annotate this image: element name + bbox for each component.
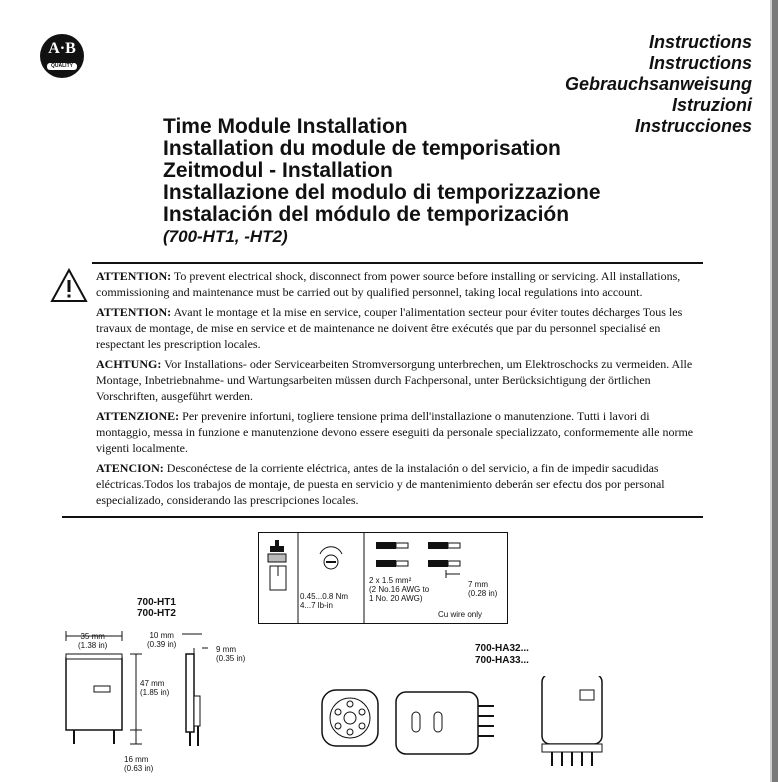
warning-icon xyxy=(50,268,88,304)
dim-height-mm: 47 mm xyxy=(140,679,165,688)
warning-label: ATTENTION: xyxy=(96,269,172,283)
language-es: Instrucciones xyxy=(634,116,752,136)
logo-quality-band: QUALITY xyxy=(47,63,77,70)
relay-label-ha32: 700-HA32... xyxy=(475,643,529,654)
language-fr: Instructions xyxy=(648,53,752,73)
torque-nm: 0.45...0.8 Nm xyxy=(300,592,349,601)
strip-mm: 7 mm xyxy=(468,580,488,589)
warning-label: ATENCION: xyxy=(96,461,164,475)
warning-text: Desconéctese de la corriente eléctrica, antes de la instalación o del servicio, a fin de impedir sacudidas eléctricas.Todos los trabajos de montaje, de puesta en servicio y de mantenimiento deberán ser efectu dos por personal especializado, considerando las prescripciones locales. xyxy=(96,461,665,507)
dim-depth-mm: 10 mm xyxy=(149,631,174,640)
relay-label-ha33: 700-HA33... xyxy=(475,655,529,666)
torque-lbin: 4...7 lb-in xyxy=(300,601,333,610)
module-label-ht2: 700-HT2 xyxy=(137,608,176,619)
cu-wire-only: Cu wire only xyxy=(438,610,483,619)
relay-socket-drawing xyxy=(318,676,618,776)
warning-fr xyxy=(96,304,706,352)
title-fr: Installation du module de temporisation xyxy=(163,137,561,160)
wire-awg-1: (2 No.16 AWG to xyxy=(369,585,430,594)
wire-spec xyxy=(369,576,429,603)
dim-height-in: (1.85 in) xyxy=(140,688,170,697)
top-rule xyxy=(92,262,703,264)
title-de: Zeitmodul - Installation xyxy=(163,159,393,182)
dim-pins-mm: 16 mm xyxy=(124,755,149,764)
warning-text-block xyxy=(96,268,706,512)
dim-side-in: (0.35 in) xyxy=(216,654,246,663)
module-labels xyxy=(137,597,176,619)
language-en: Instructions xyxy=(648,32,752,52)
dim-height xyxy=(140,679,169,697)
language-it: Istruzioni xyxy=(672,95,752,115)
warning-label: ACHTUNG: xyxy=(96,357,162,371)
title-es: Instalación del módulo de temporización xyxy=(163,203,570,226)
warning-de xyxy=(96,356,706,404)
allen-bradley-logo xyxy=(40,34,84,78)
title-it: Installazione del modulo di temporizzazione xyxy=(163,181,601,204)
warning-en xyxy=(96,268,706,300)
warning-text: Avant le montage et la mise en service, couper l'alimentation secteur pour éviter toutes décharges Tous les travaux de montage, de mise en service et de maintenance ne doivent être exécutés que par du personnel specialisé en respectant les prescription locales. xyxy=(96,305,683,351)
dim-depth xyxy=(147,631,176,649)
dim-width-mm: 35 mm xyxy=(80,632,105,641)
dim-side xyxy=(216,645,245,663)
dim-pins xyxy=(124,755,153,773)
warning-text: Per prevenire infortuni, togliere tensione prima dell'installazione o manutenzione. Tutti i lavori di montaggio, messa in funzione e manutenzione devono essere eseguiti da personale specializzato, conformemente alle norme vigenti localmente. xyxy=(96,409,694,455)
strip-in: (0.28 in) xyxy=(468,589,498,598)
part-numbers: (700-HT1, -HT2) xyxy=(163,227,288,246)
wire-awg-2: 1 No. 20 AWG) xyxy=(369,594,423,603)
language-de: Gebrauchsanweisung xyxy=(564,74,752,94)
title-en: Time Module Installation xyxy=(163,115,408,138)
dim-width-in: (1.38 in) xyxy=(78,641,108,650)
torque-spec xyxy=(300,592,348,610)
logo-text: A·B xyxy=(48,40,76,57)
dim-width xyxy=(78,632,107,650)
module-label-ht1: 700-HT1 xyxy=(137,597,176,608)
strip-length xyxy=(468,580,497,598)
relay-labels xyxy=(475,643,529,667)
bottom-rule xyxy=(62,516,703,518)
warning-text: Vor Installations- oder Servicearbeiten Stromversorgung unterbrechen, um Elektroschocks zu vermeiden. Alle Montage, Inbetriebnahme- und Wartungsarbeiten müssen durch Fachpersonal, unter Berücksichtigung der örtlichen Vorschriften, ausgeführt werden. xyxy=(96,357,693,403)
dim-pins-in: (0.63 in) xyxy=(124,764,154,773)
warning-it xyxy=(96,408,706,456)
wire-size: 2 x 1.5 mm² xyxy=(369,576,412,585)
page-edge xyxy=(772,0,778,782)
warning-label: ATTENTION: xyxy=(96,305,172,319)
dim-depth-in: (0.39 in) xyxy=(147,640,177,649)
dim-side-mm: 9 mm xyxy=(216,645,236,654)
document-titles xyxy=(163,116,601,248)
warning-text: To prevent electrical shock, disconnect from power source before installing or servicing. All installations, commissioning and maintenance must be carried out by qualified personnel, taking local regulations into account. xyxy=(96,269,681,299)
warning-es xyxy=(96,460,706,508)
warning-label: ATTENZIONE: xyxy=(96,409,180,423)
